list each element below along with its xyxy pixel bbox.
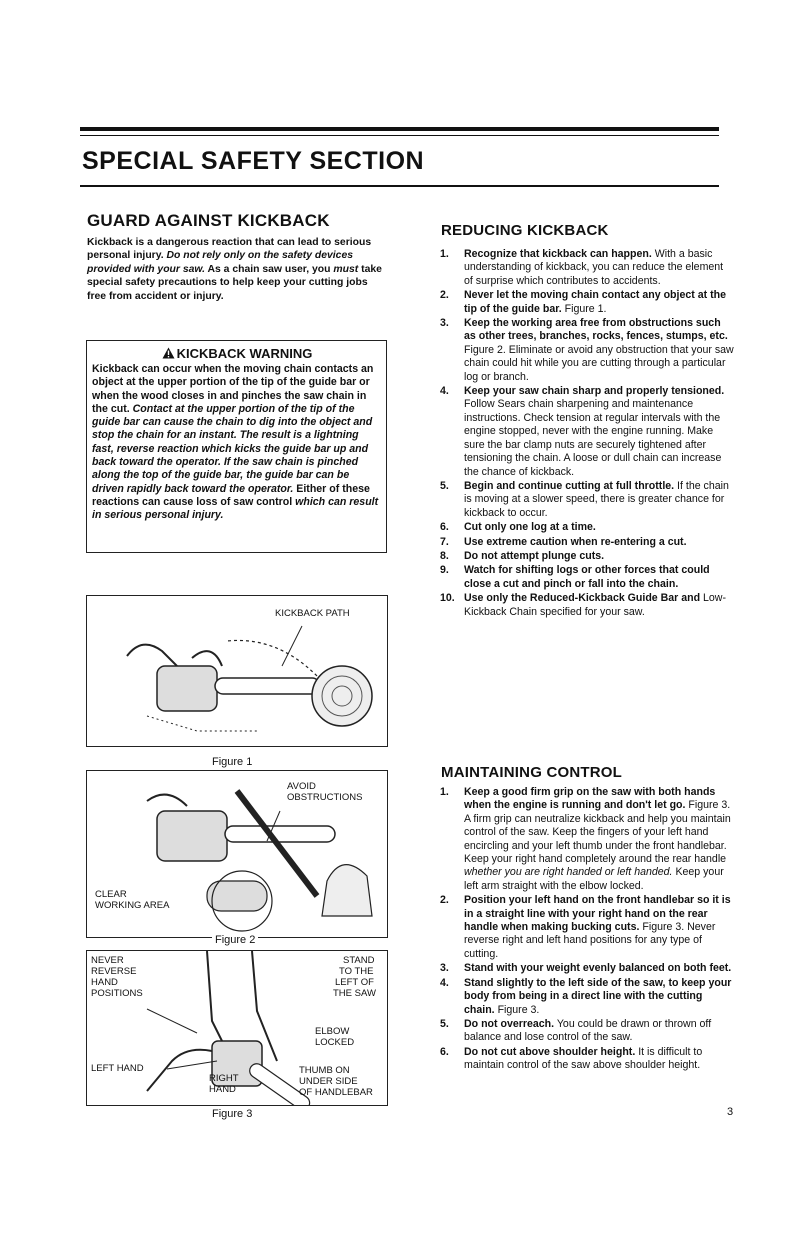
- fig3-label-right-hand: HAND: [209, 1084, 236, 1095]
- fig3-label-stand: STAND: [343, 955, 375, 966]
- warning-body: [92, 363, 382, 523]
- maintaining-item-number: 1.: [440, 786, 449, 798]
- reducing-item-lead: Keep your saw chain sharp and properly tensioned.: [464, 385, 725, 398]
- reducing-item-lead: Recognize that kickback can happen.: [464, 248, 652, 260]
- maintaining-item-number: 3.: [440, 962, 449, 975]
- reducing-item: [440, 536, 734, 549]
- maintaining-item: [440, 962, 734, 975]
- reducing-item-lead: Keep the working area free from obstructions such as other trees, branches, rocks, fences, stumps, etc.: [464, 317, 728, 343]
- fig3-label-the-saw: THE SAW: [333, 988, 376, 999]
- maintaining-item-number: 2.: [440, 894, 449, 907]
- fig3-label-right: RIGHT: [209, 1073, 239, 1084]
- maintaining-item-text: You could be drawn or thrown off balance and lose control of the saw.: [464, 1017, 712, 1044]
- maintaining-item: [440, 977, 734, 1017]
- top-rule-thin: [80, 135, 719, 136]
- maintaining-item: [440, 786, 734, 893]
- top-rule-thick: [80, 127, 719, 131]
- figure-3: [86, 950, 388, 1106]
- reducing-item: [440, 385, 734, 479]
- reducing-item-number: 2.: [440, 289, 449, 302]
- guard-intro-e: take special safety precautions to help keep your cutting jobs free from accident or injury.: [87, 263, 382, 302]
- fig3-label-of-handlebar: OF HANDLEBAR: [299, 1087, 373, 1098]
- reducing-item-lead: Use only the Reduced-Kickback Guide Bar and: [464, 592, 701, 605]
- reducing-item-number: 7.: [440, 535, 449, 548]
- reducing-item-number: 1.: [440, 248, 449, 260]
- warning-p4: Either of these reactions can cause loss of saw control: [92, 482, 370, 508]
- page-number: 3: [727, 1106, 734, 1118]
- reducing-item-number: 9.: [440, 564, 449, 577]
- reducing-item-text: If the chain is moving at a slower speed, there is greater chance for kickback to occur.: [464, 479, 729, 519]
- reducing-item-lead: Do not attempt plunge cuts.: [464, 549, 605, 562]
- reducing-heading: REDUCING KICKBACK: [441, 222, 609, 239]
- figure-2: [86, 770, 388, 938]
- reducing-item-text: Follow Sears chain sharpening and maintenance instructions. Check tension at regular intervals with the engine stopped, never with the engine running. Make sure the bar clamp nuts are securely tightened after tensioning the chain. A loose or dull chain can increase the chance of kickback.: [464, 398, 722, 478]
- guard-intro-b: Do not rely only on the safety devices provided with your saw.: [87, 250, 354, 275]
- warning-title-row: [92, 346, 382, 361]
- maintaining-heading: MAINTAINING CONTROL: [441, 764, 623, 781]
- reducing-item-number: 10.: [440, 592, 455, 605]
- fig3-label-under-side: UNDER SIDE: [299, 1076, 358, 1087]
- guard-intro-d: must: [333, 263, 359, 275]
- figure-2-caption: Figure 2: [212, 934, 258, 946]
- reducing-item-number: 4.: [440, 385, 449, 398]
- reducing-item-text: Figure 2. Eliminate or avoid any obstruction that your saw chain could hit while you are cutting through a particular log or branch.: [464, 343, 734, 383]
- guard-intro: [87, 236, 385, 303]
- maintaining-item: [440, 1046, 734, 1073]
- warning-p5: which can result in serious personal injury.: [92, 495, 379, 522]
- maintaining-item: [440, 894, 734, 961]
- maintaining-item-lead: Position your left hand on the front handlebar so it is in a straight line with your right hand on the rear handle when making bucking cuts.: [464, 894, 731, 934]
- reducing-item: [440, 289, 734, 316]
- fig2-label-obstructions: OBSTRUCTIONS: [287, 792, 363, 803]
- fig2-label-clear: CLEAR: [95, 889, 127, 900]
- reducing-item: [440, 480, 734, 520]
- fig3-label-locked: LOCKED: [315, 1037, 355, 1048]
- figure-3-caption: Figure 3: [212, 1108, 253, 1120]
- fig3-label-never: NEVER: [91, 955, 124, 966]
- fig1-label-kickback-path: KICKBACK PATH: [275, 608, 350, 619]
- warning-p3: lightning fast, reverse reaction which kicks the guide bar up and back toward the operator. If the saw chain is pinched along the top of the guide bar, the guide bar can be driven rapidly back toward the operator.: [92, 429, 369, 495]
- reducing-item: [440, 564, 734, 591]
- maintaining-item-number: 5.: [440, 1017, 449, 1030]
- reducing-item: [440, 521, 734, 534]
- maintaining-item-italic: whether you are right handed or left handed.: [464, 866, 673, 879]
- maintaining-item-lead: Stand slightly to the left side of the saw, to keep your body from being in a direct line with the cutting chain.: [464, 976, 732, 1016]
- reducing-item: [440, 248, 734, 288]
- fig3-label-hand: HAND: [91, 977, 118, 988]
- maintaining-item-tail: Keep your left arm straight with the elbow locked.: [464, 866, 724, 892]
- reducing-item-lead: Watch for shifting logs or other forces that could close a cut and pinch or fall into the chain.: [464, 564, 710, 590]
- fig2-label-avoid: AVOID: [287, 781, 316, 792]
- fig3-label-elbow: ELBOW: [315, 1026, 350, 1037]
- warning-triangle-icon: [162, 347, 175, 359]
- reducing-item-number: 8.: [440, 549, 449, 562]
- reducing-item-lead: Never let the moving chain contact any object at the tip of the guide bar.: [464, 289, 726, 315]
- reducing-item-number: 5.: [440, 479, 449, 492]
- kickback-warning-box: [86, 340, 387, 553]
- reducing-item-text: Low-Kickback Chain specified for your saw.: [464, 592, 726, 618]
- fig3-label-left-hand: LEFT HAND: [91, 1063, 144, 1074]
- maintaining-item-text: It is difficult to maintain control of the saw above shoulder height.: [464, 1045, 703, 1072]
- maintaining-item: [440, 1018, 734, 1045]
- guard-heading: GUARD AGAINST KICKBACK: [87, 211, 330, 230]
- title-rule: [80, 185, 719, 187]
- reducing-item: [440, 592, 734, 619]
- fig3-label-positions: POSITIONS: [91, 988, 143, 999]
- page-title: SPECIAL SAFETY SECTION: [82, 147, 425, 175]
- reducing-item-number: 3.: [440, 317, 449, 330]
- figure-1: [86, 595, 388, 747]
- maintaining-item-number: 6.: [440, 1045, 449, 1058]
- reducing-item-text: With a basic understanding of kickback, you can reduce the element of surprise which contributes to accidents.: [464, 248, 724, 287]
- maintaining-item-lead: Keep a good firm grip on the saw with both hands when the engine is running and don't let go.: [464, 786, 716, 812]
- fig3-label-left-of: LEFT OF: [335, 977, 374, 988]
- fig3-label-reverse: REVERSE: [91, 966, 137, 977]
- warning-title: KICKBACK WARNING: [176, 346, 313, 361]
- reducing-item-text: Figure 1.: [561, 302, 607, 315]
- maintaining-item-text: Figure 3. Never reverse right and left hand positions for any type of cutting.: [464, 921, 716, 960]
- maintaining-item-lead: Stand with your weight evenly balanced on both feet.: [464, 962, 732, 975]
- fig2-label-working-area: WORKING AREA: [95, 900, 170, 911]
- reducing-list: [440, 248, 734, 620]
- maintaining-list: [440, 786, 734, 1074]
- fig3-label-to-the: TO THE: [339, 966, 374, 977]
- figure-1-caption: Figure 1: [212, 756, 253, 768]
- warning-p2: Contact at the upper portion of the tip of the guide bar can cause the chain to dig into the object and stop the chain for an instant. The result is a: [92, 402, 373, 442]
- fig3-label-thumb-on: THUMB ON: [299, 1065, 350, 1076]
- reducing-item-lead: Begin and continue cutting at full throttle.: [464, 479, 675, 492]
- maintaining-item-number: 4.: [440, 976, 449, 989]
- reducing-item-lead: Cut only one log at a time.: [464, 521, 596, 534]
- maintaining-item-text: Figure 3.: [494, 1003, 540, 1016]
- warning-p1: Kickback can occur when the moving chain contacts an object at the upper portion of the tip of the guide bar or when the wood closes in and pinches the saw chain in the cut.: [92, 363, 374, 415]
- guard-intro-a: Kickback is a dangerous reaction that can lead to serious personal injury.: [87, 237, 372, 262]
- maintaining-item-lead: Do not overreach.: [464, 1017, 555, 1030]
- maintaining-item-lead: Do not cut above shoulder height.: [464, 1045, 636, 1058]
- reducing-item: [440, 317, 734, 384]
- guard-intro-c: As a chain saw user, you: [204, 263, 334, 275]
- reducing-item-lead: Use extreme caution when re-entering a cut.: [464, 535, 687, 548]
- reducing-item: [440, 550, 734, 563]
- reducing-item-number: 6.: [440, 521, 449, 534]
- maintaining-item-text: Figure 3. A firm grip can neutralize kickback and help you maintain control of the saw. Keep the fingers of your left hand encircling and your left thumb under the front handlebar. Keep your right hand completely around the rear handle: [464, 799, 731, 866]
